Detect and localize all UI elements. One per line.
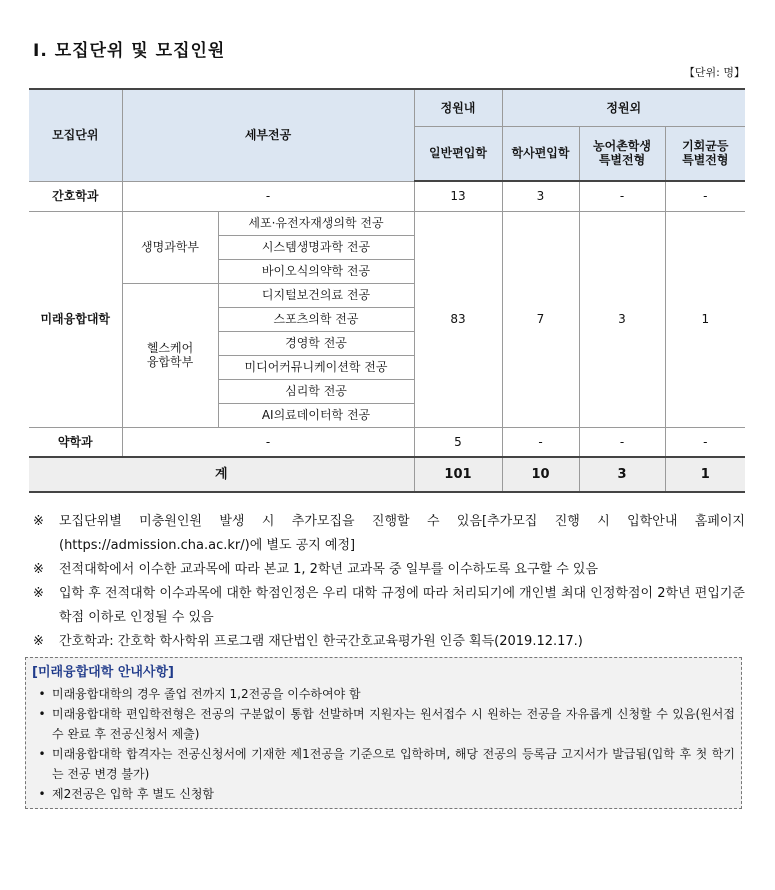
- future-equal: 1: [665, 211, 745, 427]
- guide-item: • 미래융합대학의 경우 졸업 전까지 1,2전공을 이수하여야 함: [32, 684, 735, 704]
- guide-item: • 미래융합대학 합격자는 전공신청서에 기재한 제1전공을 기준으로 입학하며, 해당 전공의 등록금 고지서가 발급됨(입학 후 첫 학기는 전공 변경 불가): [32, 744, 735, 784]
- table-row-future: [29, 211, 745, 235]
- nursing-equal: -: [665, 181, 745, 211]
- unit-future-convergence: 미래융합대학: [29, 211, 122, 427]
- major-item: 디지털보건의료 전공: [218, 283, 414, 307]
- total-equal: 1: [665, 457, 745, 492]
- major-item: 경영학 전공: [218, 331, 414, 355]
- header-major: 세부전공: [122, 89, 414, 181]
- header-out-quota: 정원외: [502, 89, 745, 126]
- guide-title: [미래융합대학 안내사항]: [32, 665, 174, 680]
- bullet-icon: •: [38, 787, 46, 801]
- header-general-transfer: 일반편입학: [414, 126, 502, 181]
- total-label: 계: [29, 457, 414, 492]
- major-item: 바이오식의약학 전공: [218, 259, 414, 283]
- major-item: 세포·유전자재생의학 전공: [218, 211, 414, 235]
- nursing-general: 13: [414, 181, 502, 211]
- note-item: ※ 전적대학에서 이수한 교과목에 따라 본교 1, 2학년 교과목 중 일부를 이수하도록 요구할 수 있음: [33, 558, 745, 582]
- major-item: 미디어커뮤니케이션학 전공: [218, 355, 414, 379]
- pharmacy-bachelor: -: [502, 427, 579, 457]
- unit-note: 【단위: 명】: [683, 66, 745, 79]
- reference-mark-icon: ※: [33, 586, 44, 601]
- note-item: ※ 입학 후 전적대학 이수과목에 대한 학점인정은 우리 대학 규정에 따라 처리되기에 개인별 최대 인정학점이 2학년 편입기준학점 이하로 인정될 수 있음: [33, 582, 745, 630]
- unit-nursing: 간호학과: [29, 181, 122, 211]
- header-bachelor-transfer: 학사편입학: [502, 126, 579, 181]
- note-item: ※ 간호학과: 간호학 학사학위 프로그램 재단법인 한국간호교육평가원 인증 획득(2019.12.17.): [33, 630, 745, 654]
- total-rural: 3: [579, 457, 665, 492]
- table-row-total: [29, 457, 745, 492]
- admission-table: [29, 88, 745, 493]
- reference-mark-icon: ※: [33, 634, 44, 649]
- pharmacy-general: 5: [414, 427, 502, 457]
- future-general: 83: [414, 211, 502, 427]
- major-item: 시스템생명과학 전공: [218, 235, 414, 259]
- future-rural: 3: [579, 211, 665, 427]
- table-row-pharmacy: [29, 427, 745, 457]
- major-item: 스포츠의학 전공: [218, 307, 414, 331]
- pharmacy-equal: -: [665, 427, 745, 457]
- notes-list: [33, 510, 745, 654]
- unit-pharmacy: 약학과: [29, 427, 122, 457]
- note-item: ※ 모집단위별 미충원인원 발생 시 추가모집을 진행할 수 있음[추가모집 진행 시 입학안내 홈페이지 (https://admission.cha.ac.kr/)에 별도 공지 예정]: [33, 510, 745, 558]
- reference-mark-icon: ※: [33, 514, 44, 529]
- nursing-major: -: [122, 181, 414, 211]
- table-row-nursing: [29, 181, 745, 211]
- total-bachelor: 10: [502, 457, 579, 492]
- nursing-rural: -: [579, 181, 665, 211]
- reference-mark-icon: ※: [33, 562, 44, 577]
- dept-healthcare: 헬스케어 융합학부: [122, 283, 218, 427]
- dept-life-science: 생명과학부: [122, 211, 218, 283]
- nursing-bachelor: 3: [502, 181, 579, 211]
- header-rural-special: 농어촌학생 특별전형: [579, 126, 665, 181]
- header-unit: 모집단위: [29, 89, 122, 181]
- pharmacy-major: -: [122, 427, 414, 457]
- bullet-icon: •: [38, 747, 46, 761]
- bullet-icon: •: [38, 707, 46, 721]
- header-equal-opportunity: 기회균등 특별전형: [665, 126, 745, 181]
- pharmacy-rural: -: [579, 427, 665, 457]
- major-item: AI의료데이터학 전공: [218, 403, 414, 427]
- bullet-icon: •: [38, 687, 46, 701]
- guide-item: • 미래융합대학 편입학전형은 전공의 구분없이 통합 선발하며 지원자는 원서접수 시 원하는 전공을 자유롭게 신청할 수 있음(원서접수 완료 후 전공신청서 제출): [32, 704, 735, 744]
- major-item: 심리학 전공: [218, 379, 414, 403]
- total-general: 101: [414, 457, 502, 492]
- header-in-quota: 정원내: [414, 89, 502, 126]
- guide-item: • 제2전공은 입학 후 별도 신청함: [32, 784, 735, 804]
- section-heading: Ⅰ. 모집단위 및 모집인원: [33, 41, 226, 61]
- future-bachelor: 7: [502, 211, 579, 427]
- future-college-guide-box: [25, 657, 742, 809]
